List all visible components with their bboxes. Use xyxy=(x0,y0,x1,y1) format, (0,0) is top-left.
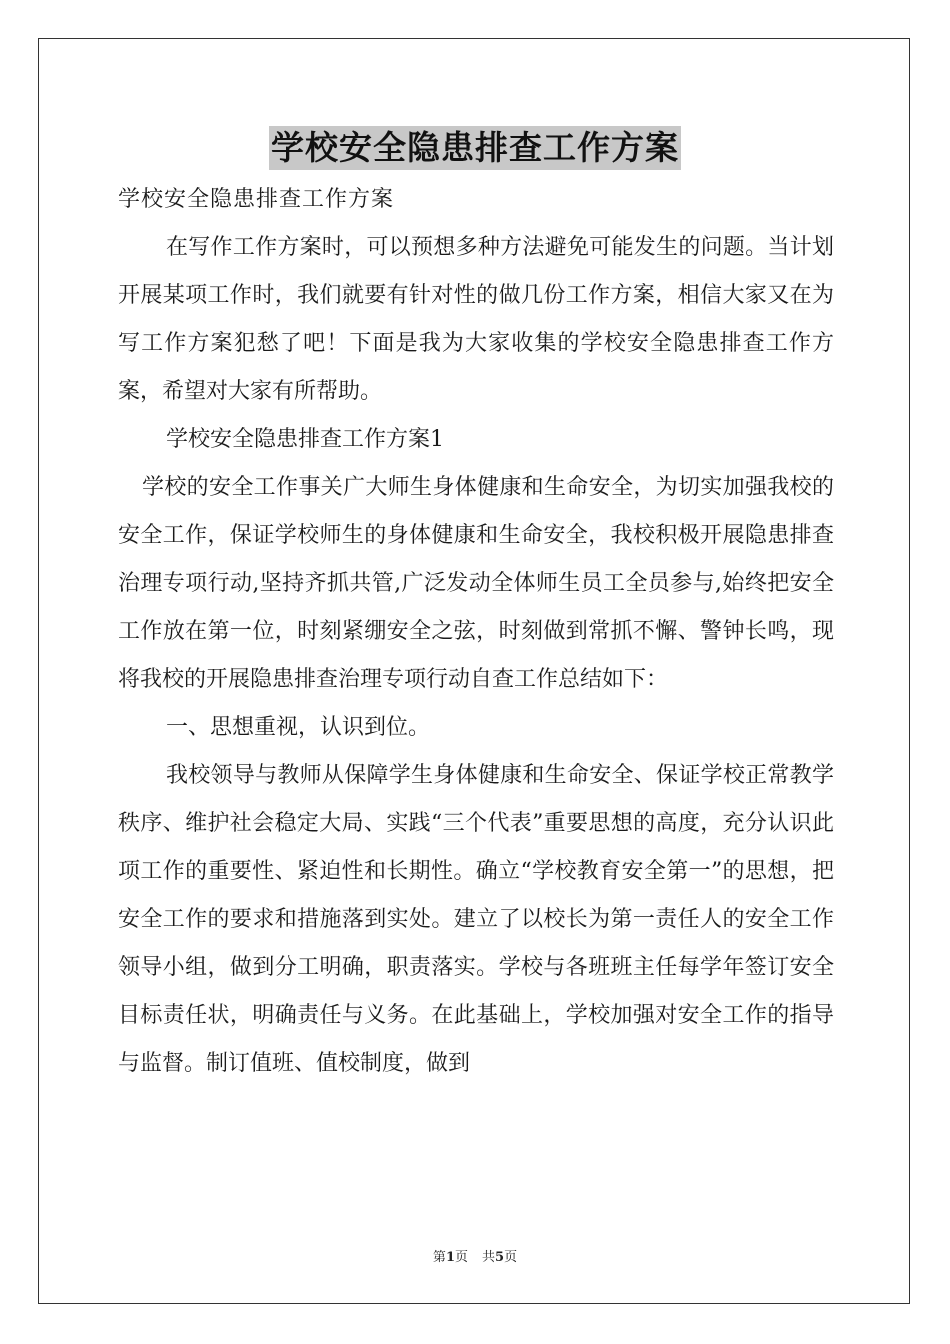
total-prefix: 共 xyxy=(482,1250,496,1265)
section-heading-plan-1: 学校安全隐患排查工作方案1 xyxy=(166,427,444,452)
body-paragraph-ideology: 我校领导与教师从保障学生身体健康和生命安全、保证学校正常教学秩序、维护社会稳定大局、实践“三个代表”重要思想的高度，充分认识此项工作的重要性、紧迫性和长期性。确立“学校教育安全第一”的思想，把安全工作的要求和措施落到实处。建立了以校长为第一责任人的安全工作领导小组，做到分工明确，职责落实。学校与各班班主任每学年签订安全目标责任状，明确责任与义务。在此基础上，学校加强对安全工作的指导与监督。制订值班、值校制度，做到 xyxy=(118,763,834,1076)
current-page-number: 1 xyxy=(445,1250,455,1265)
total-page-number: 5 xyxy=(495,1250,505,1265)
page-prefix: 第 xyxy=(432,1250,446,1265)
total-suffix: 页 xyxy=(504,1250,518,1265)
intro-paragraph: 在写作工作方案时，可以预想多种方法避免可能发生的问题。当计划开展某项工作时，我们就要有针对性的做几份工作方案，相信大家又在为写工作方案犯愁了吧！下面是我为大家收集的学校安全隐患排查工作方案，希望对大家有所帮助。 xyxy=(118,235,834,404)
title-container xyxy=(0,126,950,170)
page-footer xyxy=(0,1246,950,1265)
document-subtitle: 学校安全隐患排查工作方案 xyxy=(118,187,395,212)
document-body xyxy=(118,176,834,1088)
document-title: 学校安全隐患排查工作方案 xyxy=(269,126,681,170)
section-heading-ideology: 一、思想重视，认识到位。 xyxy=(166,715,431,740)
page-suffix: 页 xyxy=(454,1250,468,1265)
body-paragraph-overview: 学校的安全工作事关广大师生身体健康和生命安全，为切实加强我校的安全工作，保证学校师生的身体健康和生命安全，我校积极开展隐患排查治理专项行动,坚持齐抓共管,广泛发动全体师生员工全员参与,始终把安全工作放在第一位，时刻紧绷安全之弦，时刻做到常抓不懈、警钟长鸣，现将我校的开展隐患排查治理专项行动自查工作总结如下： xyxy=(118,475,834,692)
